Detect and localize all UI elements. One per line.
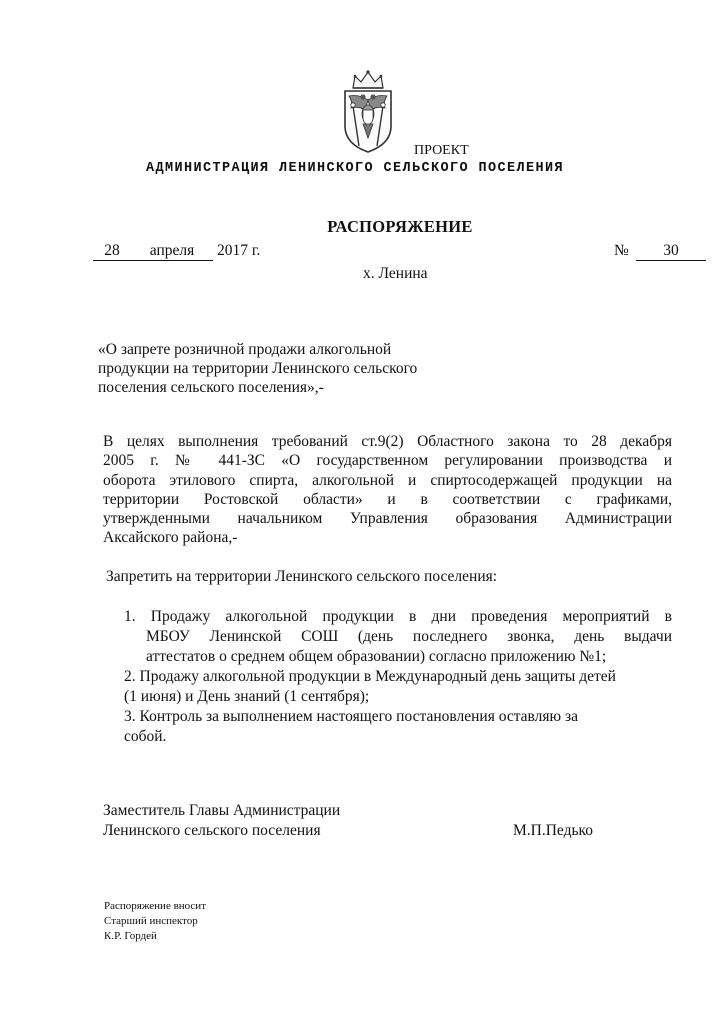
- signatory-position: Заместитель Главы Администрации: [103, 802, 341, 819]
- coat-of-arms-emblem: [339, 66, 397, 156]
- preamble-line: территории Ростовской области» и в соответствии с графиками,: [103, 490, 672, 508]
- draft-label: ПРОЕКТ: [414, 143, 469, 158]
- subject-block: [98, 340, 417, 397]
- number-sign: №: [614, 242, 629, 259]
- document-type: РАСПОРЯЖЕНИЕ: [327, 217, 473, 236]
- footer-note: [104, 899, 206, 944]
- decree-statement: Запретить на территории Ленинского сельского поселения:: [106, 568, 498, 585]
- place: х. Ленина: [363, 265, 428, 282]
- footer-line: К.Р. Гордей: [104, 930, 157, 942]
- preamble-line: утвержденными начальником Управления образования Администрации: [103, 510, 672, 528]
- list-item: 2. Продажу алкогольной продукции в Международный день защиты детей: [124, 668, 616, 685]
- subject-line: поселения сельского поселения»,-: [98, 379, 324, 396]
- agency-title: АДМИНИСТРАЦИЯ ЛЕНИНСКОГО СЕЛЬСКОГО ПОСЕЛЕНИЯ: [146, 161, 565, 176]
- list-item: 3. Контроль за выполнением настоящего постановления оставляю за: [124, 708, 578, 725]
- subject-line: «О запрете розничной продажи алкогольной: [98, 341, 392, 358]
- preamble-line: 2005 г. № 441-ЗС «О государственном регулировании производства и: [103, 452, 672, 470]
- preamble-line: оборота этилового спирта, алкогольной и спиртосодержащей продукции на: [103, 471, 672, 489]
- list-item: 1. Продажу алкогольной продукции в дни проведения мероприятий в: [124, 608, 672, 625]
- preamble-line: Аксайского района,-: [103, 529, 238, 547]
- footer-line: Старший инспектор: [104, 915, 198, 927]
- preamble-line: В целях выполнения требований ст.9(2) Областного закона то 28 декабря: [103, 433, 672, 450]
- decree-items: [124, 607, 672, 747]
- preamble-paragraph: [103, 432, 672, 548]
- date-year: 2017 г.: [217, 242, 261, 259]
- list-item-continuation: аттестатов о среднем общем образовании) согласно приложению №1;: [146, 648, 607, 665]
- date-day: 28: [93, 242, 131, 261]
- signatory-position: Ленинского сельского поселения: [103, 822, 321, 839]
- footer-line: Распоряжение вносит: [104, 900, 207, 912]
- document-number: 30: [636, 242, 706, 261]
- signatory-name: М.П.Педько: [513, 822, 594, 839]
- date-month: апреля: [131, 242, 213, 261]
- list-item-continuation: МБОУ Ленинской СОШ (день последнего звонка, день выдачи: [146, 628, 672, 645]
- subject-line: продукции на территории Ленинского сельского: [98, 360, 418, 377]
- list-item-continuation: (1 июня) и День знаний (1 сентября);: [124, 688, 370, 705]
- list-item-continuation: собой.: [124, 728, 167, 745]
